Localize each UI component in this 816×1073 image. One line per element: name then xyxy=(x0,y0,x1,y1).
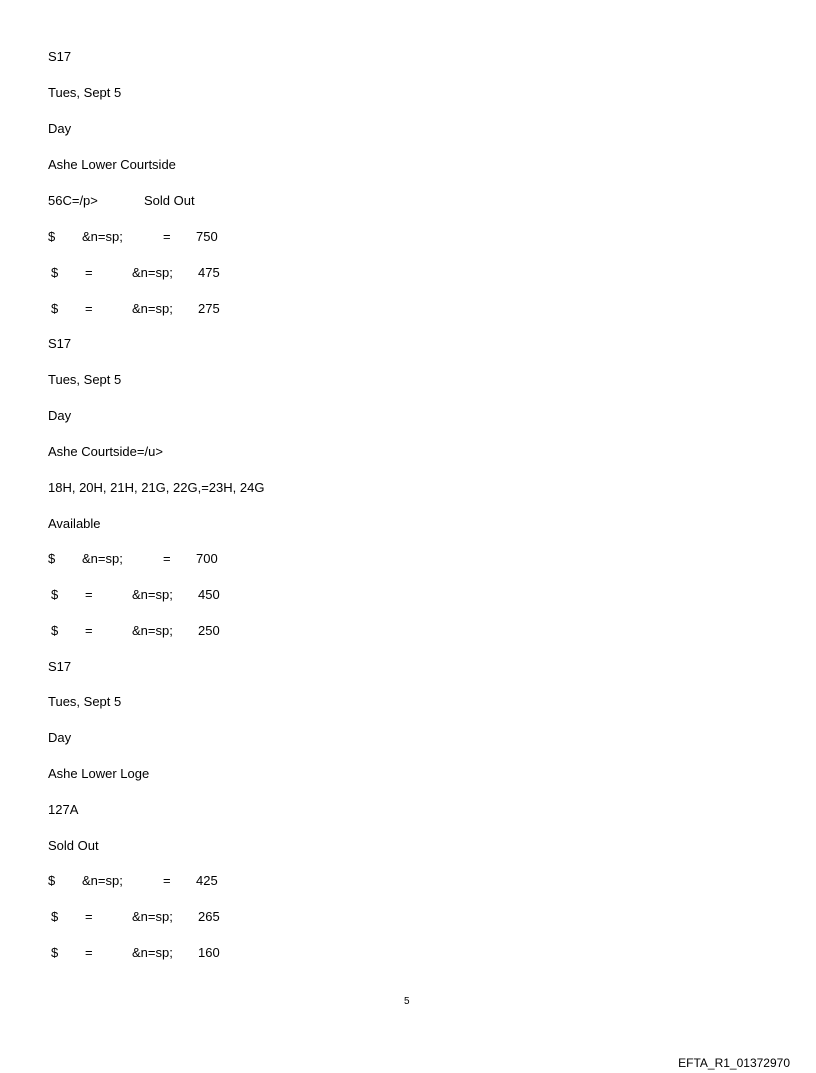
session-label: Day xyxy=(48,121,72,136)
encoding-artifact: &n=sp; xyxy=(132,909,173,924)
encoding-artifact: &n=sp; xyxy=(132,945,173,960)
encoding-artifact: = xyxy=(163,229,171,244)
price-value: 450 xyxy=(198,587,220,602)
event-date: Tues, Sept 5 xyxy=(48,694,122,709)
encoding-artifact: &n=sp; xyxy=(82,229,123,244)
encoding-artifact: = xyxy=(85,587,93,602)
session-label: Day xyxy=(48,730,72,745)
encoding-artifact: &n=sp; xyxy=(132,265,173,280)
currency-symbol: $ xyxy=(48,229,56,244)
section-code: S17 xyxy=(48,659,72,674)
seat-numbers: 18H, 20H, 21H, 21G, 22G,=23H, 24G xyxy=(48,480,265,495)
currency-symbol: $ xyxy=(51,945,59,960)
encoding-artifact: = xyxy=(163,551,171,566)
seat-numbers: 56C=/p> xyxy=(48,193,98,208)
encoding-artifact: &n=sp; xyxy=(132,623,173,638)
page-number: 5 xyxy=(404,996,410,1007)
section-code: S17 xyxy=(48,336,72,351)
price-value: 275 xyxy=(198,301,220,316)
currency-symbol: $ xyxy=(51,587,59,602)
price-value: 160 xyxy=(198,945,220,960)
currency-symbol: $ xyxy=(48,551,56,566)
event-date: Tues, Sept 5 xyxy=(48,372,122,387)
availability-status: Sold Out xyxy=(48,838,99,853)
encoding-artifact: = xyxy=(85,265,93,280)
price-value: 265 xyxy=(198,909,220,924)
availability-status: Sold Out xyxy=(144,193,195,208)
encoding-artifact: &n=sp; xyxy=(132,587,173,602)
encoding-artifact: &n=sp; xyxy=(132,301,173,316)
currency-symbol: $ xyxy=(51,301,59,316)
encoding-artifact: = xyxy=(85,301,93,316)
seat-location: Ashe Lower Courtside xyxy=(48,157,176,172)
document-id: EFTA_R1_01372970 xyxy=(678,1056,790,1070)
currency-symbol: $ xyxy=(48,873,56,888)
encoding-artifact: &n=sp; xyxy=(82,873,123,888)
price-value: 425 xyxy=(196,873,218,888)
session-label: Day xyxy=(48,408,72,423)
availability-status: Available xyxy=(48,516,101,531)
currency-symbol: $ xyxy=(51,623,59,638)
seat-location: Ashe Lower Loge xyxy=(48,766,150,781)
price-value: 750 xyxy=(196,229,218,244)
encoding-artifact: = xyxy=(163,873,171,888)
currency-symbol: $ xyxy=(51,909,59,924)
price-value: 475 xyxy=(198,265,220,280)
encoding-artifact: &n=sp; xyxy=(82,551,123,566)
section-code: S17 xyxy=(48,49,72,64)
encoding-artifact: = xyxy=(85,945,93,960)
encoding-artifact: = xyxy=(85,909,93,924)
price-value: 700 xyxy=(196,551,218,566)
encoding-artifact: = xyxy=(85,623,93,638)
price-value: 250 xyxy=(198,623,220,638)
seat-numbers: 127A xyxy=(48,802,79,817)
currency-symbol: $ xyxy=(51,265,59,280)
event-date: Tues, Sept 5 xyxy=(48,85,122,100)
seat-location: Ashe Courtside=/u> xyxy=(48,444,163,459)
